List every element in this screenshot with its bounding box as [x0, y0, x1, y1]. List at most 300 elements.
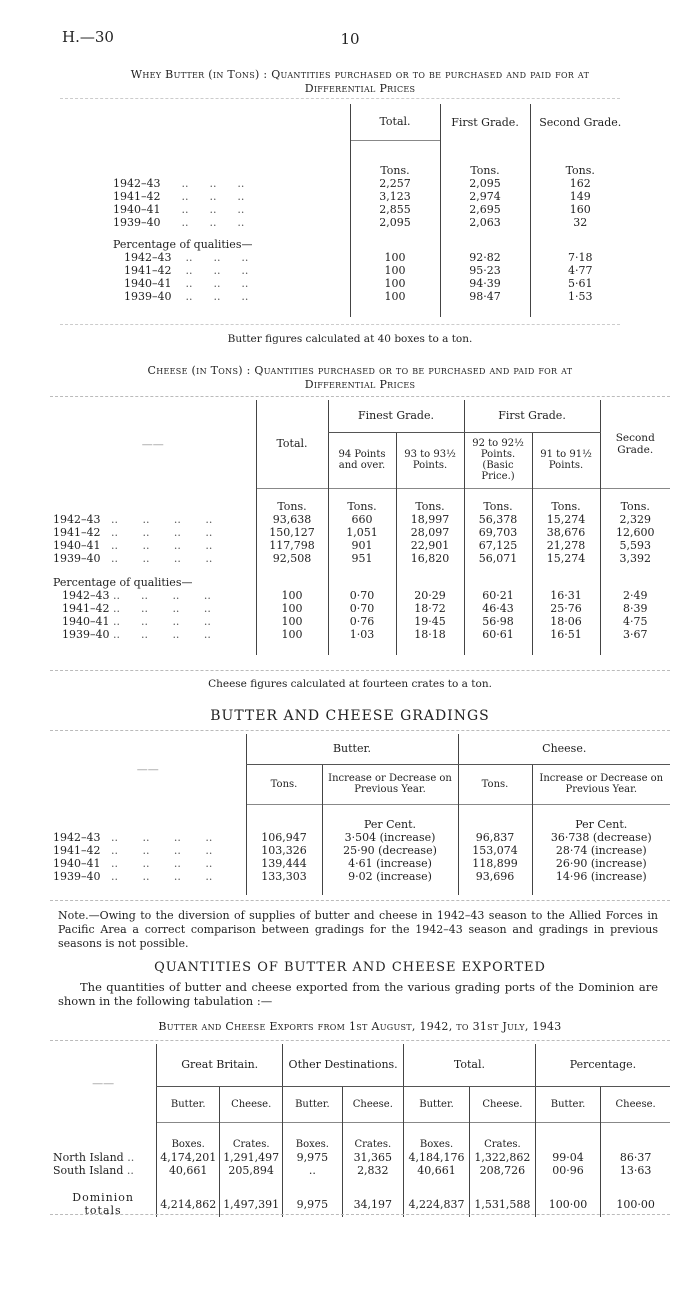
table-cell — [396, 565, 464, 589]
table-cell: 26·90 (increase) — [532, 857, 670, 870]
table-cell — [110, 303, 350, 317]
table-cell: 100 — [256, 589, 328, 602]
table-cell: Butter. — [535, 1086, 600, 1122]
table-row — [110, 277, 630, 290]
table-row — [50, 628, 670, 641]
col-second-grade: Second Grade. — [530, 104, 630, 140]
table-cell: 95·23 — [440, 264, 530, 277]
text: 1941–42 — [62, 602, 110, 615]
table-cell: 16·31 — [532, 589, 600, 602]
table-cell: 92·82 — [440, 251, 530, 264]
table-cell: 100 — [350, 264, 440, 277]
table-cell: 4,214,862 — [157, 1191, 220, 1217]
text: 1940–41 — [124, 277, 172, 290]
table-row — [50, 526, 670, 539]
unit: Tons. — [440, 164, 530, 177]
table-cell: 162 — [530, 177, 630, 190]
table-cell: 1,531,588 — [469, 1191, 535, 1217]
table-cell — [469, 1122, 535, 1138]
text: 1941–42 — [53, 844, 101, 857]
table-cell — [246, 804, 322, 818]
table-cell — [458, 818, 532, 831]
table-cell — [322, 804, 458, 818]
table-cell: 2,695 — [440, 203, 530, 216]
table-cell: 8·39 — [600, 602, 670, 615]
table-row — [50, 488, 670, 500]
table-cell — [110, 277, 350, 290]
table-row — [50, 1164, 670, 1177]
table-cell — [535, 1138, 600, 1151]
col-finest-grade: Finest Grade. — [328, 400, 464, 432]
text: .. .. .. — [175, 251, 249, 264]
gradings-note: Note.—Owing to the diversion of supplies of butter and cheese in 1942–43 season to the Allied Forces in Pacific Area a correct comparison between gradings for the 1942–43 season and gradings in previous seasons is not possible. — [58, 909, 658, 950]
text: South Island — [53, 1164, 124, 1177]
col-total: Total. — [256, 400, 328, 488]
whey-title-line1: Whey Butter (in Tons) : Quantities purchased or to be purchased and paid for at — [130, 68, 590, 81]
table-cell — [328, 488, 396, 500]
table-cell: 2,974 — [440, 190, 530, 203]
cheese-table — [50, 400, 670, 655]
table-cell: Crates. — [220, 1138, 283, 1151]
table-cell: 100·00 — [601, 1191, 670, 1217]
text: .. .. .. .. — [100, 857, 213, 870]
table-row-label — [110, 177, 350, 190]
table-cell: 21,278 — [532, 539, 600, 552]
table-cell: 19·45 — [396, 615, 464, 628]
table-cell: Tons. — [600, 500, 670, 513]
table-cell — [464, 565, 532, 589]
rule — [50, 1214, 670, 1215]
table-cell: 94·39 — [440, 277, 530, 290]
table-row — [50, 513, 670, 526]
table-cell: 660 — [328, 513, 396, 526]
table-cell — [50, 804, 246, 818]
table-cell — [283, 1177, 342, 1191]
table-cell — [600, 565, 670, 589]
text: .. .. .. — [175, 290, 249, 303]
col-second-grade: Second Grade. — [600, 400, 670, 488]
col-cheese: Cheese. — [458, 734, 670, 764]
whey-note: Butter figures calculated at 40 boxes to a ton. — [227, 333, 473, 345]
col-94-points: 94 Points and over. — [328, 432, 396, 488]
table-cell: 2,095 — [350, 216, 440, 229]
col-percentage: Percentage. — [535, 1044, 670, 1086]
table-cell: 92,508 — [256, 552, 328, 565]
table-cell — [530, 229, 630, 251]
table-cell: 4,174,201 — [157, 1151, 220, 1164]
table-cell — [110, 290, 350, 303]
table-cell: 32 — [530, 216, 630, 229]
text: 1941–42 — [124, 264, 172, 277]
rule — [60, 324, 620, 325]
table-cell — [256, 488, 328, 500]
table-cell — [50, 500, 256, 513]
table-cell: 28·74 (increase) — [532, 844, 670, 857]
exports-table — [50, 1044, 670, 1217]
table-cell — [464, 641, 532, 655]
col-great-britain: Great Britain. — [157, 1044, 283, 1086]
table-cell — [458, 804, 532, 818]
table-cell: 67,125 — [464, 539, 532, 552]
table-cell: 117,798 — [256, 539, 328, 552]
table-cell: 98·47 — [440, 290, 530, 303]
table-cell: 40,661 — [404, 1164, 470, 1177]
text: 1942–43 — [62, 589, 110, 602]
col-butter-change: Increase or Decrease on Previous Year. — [322, 764, 458, 804]
table-cell — [350, 140, 440, 164]
table-cell: 205,894 — [220, 1164, 283, 1177]
table-cell: Cheese. — [220, 1086, 283, 1122]
table-row — [110, 251, 630, 264]
rule — [50, 1040, 670, 1041]
cheese-title — [40, 364, 680, 392]
text: .. .. .. .. — [109, 628, 211, 641]
whey-table — [110, 104, 630, 317]
gradings-table — [50, 734, 670, 895]
table-cell: 15,274 — [532, 552, 600, 565]
table-row — [50, 539, 670, 552]
table-cell: 16·51 — [532, 628, 600, 641]
text: .. — [123, 1151, 135, 1164]
table-cell: Tons. — [464, 500, 532, 513]
table-cell — [246, 883, 322, 895]
table-cell: 12,600 — [600, 526, 670, 539]
table-row — [110, 190, 630, 203]
table-cell: 1,051 — [328, 526, 396, 539]
table-row — [50, 602, 670, 615]
table-cell — [458, 883, 532, 895]
table-cell: 9·02 (increase) — [322, 870, 458, 883]
table-cell: 2,329 — [600, 513, 670, 526]
table-row — [50, 1138, 670, 1151]
table-cell: Cheese. — [601, 1086, 670, 1122]
table-cell: 18·72 — [396, 602, 464, 615]
table-cell — [283, 1122, 342, 1138]
table-cell — [404, 1122, 470, 1138]
table-cell: 0·70 — [328, 602, 396, 615]
table-cell: Crates. — [342, 1138, 404, 1151]
table-cell — [157, 1122, 220, 1138]
cheese-note: Cheese figures calculated at fourteen crates to a ton. — [208, 678, 492, 690]
text: .. .. .. .. — [109, 602, 211, 615]
table-cell: 103,326 — [246, 844, 322, 857]
whey-title-line2: Differential Prices — [304, 82, 416, 95]
table-cell: 36·738 (decrease) — [532, 831, 670, 844]
table-cell — [50, 539, 256, 552]
table-row — [50, 818, 670, 831]
table-cell: 153,074 — [458, 844, 532, 857]
table-cell — [50, 488, 256, 500]
col-92-points: 92 to 92½ Points. (Basic Price.) — [464, 432, 532, 488]
table-cell — [50, 513, 256, 526]
table-cell: 1,322,862 — [469, 1151, 535, 1164]
table-cell — [440, 303, 530, 317]
table-cell: 106,947 — [246, 831, 322, 844]
col-cheese-change: Increase or Decrease on Previous Year. — [532, 764, 670, 804]
table-row-label — [110, 203, 350, 216]
table-cell: 20·29 — [396, 589, 464, 602]
text: .. .. .. — [175, 277, 249, 290]
exports-heading: QUANTITIES OF BUTTER AND CHEESE EXPORTED — [154, 960, 546, 975]
col-91-points: 91 to 91½ Points. — [532, 432, 600, 488]
rule — [50, 670, 670, 671]
table-row — [50, 844, 670, 857]
table-cell: Cheese. — [342, 1086, 404, 1122]
table-cell — [157, 1177, 220, 1191]
table-cell — [50, 628, 256, 641]
table-row — [50, 552, 670, 565]
table-cell — [328, 641, 396, 655]
table-cell: 28,097 — [396, 526, 464, 539]
table-cell — [50, 1164, 157, 1177]
table-cell: 1·03 — [328, 628, 396, 641]
col-butter: Butter. — [246, 734, 458, 764]
text: .. .. .. .. — [100, 539, 213, 552]
table-cell: Boxes. — [404, 1138, 470, 1151]
table-cell — [50, 1122, 157, 1138]
text: .. .. .. — [175, 264, 249, 277]
totals-label: Dominion totals — [72, 1191, 134, 1217]
table-cell: 1,497,391 — [220, 1191, 283, 1217]
table-cell: 00·96 — [535, 1164, 600, 1177]
table-cell — [322, 883, 458, 895]
text: .. .. .. — [164, 216, 245, 229]
table-cell — [532, 565, 600, 589]
rule — [50, 900, 670, 901]
table-row — [50, 1122, 670, 1138]
rule — [60, 98, 620, 99]
table-cell: 100 — [350, 277, 440, 290]
col-cheese-tons: Tons. — [458, 764, 532, 804]
table-row — [50, 831, 670, 844]
exports-paragraph: The quantities of butter and cheese exported from the various grading ports of the Dominion are shown in the following tabulation :— — [58, 980, 658, 1008]
table-cell — [50, 831, 246, 844]
col-first-grade: First Grade. — [440, 104, 530, 140]
table-cell — [342, 1122, 404, 1138]
table-row-label — [110, 190, 350, 203]
table-cell: 18·18 — [396, 628, 464, 641]
table-cell: 18·06 — [532, 615, 600, 628]
table-cell: Cheese. — [469, 1086, 535, 1122]
table-cell: —— — [136, 762, 159, 776]
table-cell: 149 — [530, 190, 630, 203]
table-cell: 4·77 — [530, 264, 630, 277]
text: .. .. .. .. — [100, 870, 213, 883]
rule — [50, 730, 670, 731]
table-row — [50, 1044, 670, 1086]
text: 1939–40 — [124, 290, 172, 303]
table-cell: —— — [92, 1076, 115, 1090]
table-cell — [328, 565, 396, 589]
gradings-heading: BUTTER AND CHEESE GRADINGS — [210, 708, 490, 724]
table-cell: 5,593 — [600, 539, 670, 552]
table-cell — [50, 1138, 157, 1151]
table-cell: 25·90 (decrease) — [322, 844, 458, 857]
rule — [50, 396, 670, 397]
text: .. .. .. — [164, 203, 245, 216]
table-cell: 34,197 — [342, 1191, 404, 1217]
table-cell: 100 — [256, 602, 328, 615]
table-row — [110, 104, 630, 140]
table-cell: Crates. — [469, 1138, 535, 1151]
table-cell: 2·49 — [600, 589, 670, 602]
cheese-title-line2: Differential Prices — [304, 378, 416, 391]
col-total: Total. — [404, 1044, 536, 1086]
table-cell: Tons. — [328, 500, 396, 513]
table-cell: Per Cent. — [532, 818, 670, 831]
table-cell: 100·00 — [535, 1191, 600, 1217]
table-cell: 31,365 — [342, 1151, 404, 1164]
text: .. .. .. .. — [109, 615, 211, 628]
table-cell: 15,274 — [532, 513, 600, 526]
table-cell: 3·504 (increase) — [322, 831, 458, 844]
text: 1942–43 — [53, 513, 101, 526]
table-cell: 0·70 — [328, 589, 396, 602]
table-row — [50, 500, 670, 513]
table-cell: 3,123 — [350, 190, 440, 203]
table-cell: 93,696 — [458, 870, 532, 883]
text: 1940–41 — [113, 203, 161, 216]
unit: Tons. — [530, 164, 630, 177]
col-93-points: 93 to 93½ Points. — [396, 432, 464, 488]
table-cell — [440, 229, 530, 251]
table-cell: 93,638 — [256, 513, 328, 526]
table-row — [110, 290, 630, 303]
pct-label: Percentage of qualities— — [113, 238, 253, 251]
text: 1939–40 — [113, 216, 161, 229]
unit: Tons. — [350, 164, 440, 177]
table-cell — [600, 641, 670, 655]
text: 1940–41 — [53, 539, 101, 552]
table-cell: 60·21 — [464, 589, 532, 602]
table-cell — [50, 589, 256, 602]
table-row — [50, 804, 670, 818]
table-cell — [110, 140, 350, 164]
text: .. .. .. .. — [100, 844, 213, 857]
table-cell: 56,071 — [464, 552, 532, 565]
text: .. .. .. .. — [100, 831, 213, 844]
table-cell: Boxes. — [157, 1138, 220, 1151]
text: North Island — [53, 1151, 124, 1164]
text: 1941–42 — [53, 526, 101, 539]
table-cell: 60·61 — [464, 628, 532, 641]
table-cell: Tons. — [532, 500, 600, 513]
table-row — [50, 1177, 670, 1191]
cheese-title-line1: Cheese (in Tons) : Quantities purchased or to be purchased and paid for at — [147, 364, 573, 377]
table-cell: Butter. — [157, 1086, 220, 1122]
table-cell: 0·76 — [328, 615, 396, 628]
table-cell — [532, 883, 670, 895]
text: .. .. .. .. — [109, 589, 211, 602]
table-cell — [50, 883, 246, 895]
table-cell: 14·96 (increase) — [532, 870, 670, 883]
table-cell — [350, 229, 440, 251]
table-cell — [532, 488, 600, 500]
text: 1942–43 — [53, 831, 101, 844]
text: 1939–40 — [53, 552, 101, 565]
table-cell: 1,291,497 — [220, 1151, 283, 1164]
table-row — [110, 164, 630, 177]
col-total: Total. — [350, 104, 440, 140]
table-cell: 16,820 — [396, 552, 464, 565]
table-row — [50, 565, 670, 589]
table-cell: 38,676 — [532, 526, 600, 539]
table-row-label — [110, 216, 350, 229]
table-cell — [601, 1122, 670, 1138]
table-cell: 118,899 — [458, 857, 532, 870]
table-cell: 100 — [256, 628, 328, 641]
table-cell — [246, 818, 322, 831]
table-cell: Tons. — [256, 500, 328, 513]
table-cell — [50, 602, 256, 615]
table-cell: 951 — [328, 552, 396, 565]
table-row — [50, 870, 670, 883]
table-cell — [50, 526, 256, 539]
pct-label: Percentage of qualities— — [53, 576, 193, 589]
table-cell: 86·37 — [601, 1151, 670, 1164]
table-cell: 4,224,837 — [404, 1191, 470, 1217]
table-cell: 2,257 — [350, 177, 440, 190]
table-cell: 1·53 — [530, 290, 630, 303]
table-cell — [535, 1122, 600, 1138]
table-cell — [50, 818, 246, 831]
table-row — [50, 883, 670, 895]
table-cell: 2,855 — [350, 203, 440, 216]
table-cell — [50, 641, 256, 655]
table-cell — [50, 552, 256, 565]
text: 1939–40 — [62, 628, 110, 641]
table-cell — [50, 1151, 157, 1164]
col-first-grade: First Grade. — [464, 400, 600, 432]
table-cell: Butter. — [283, 1086, 342, 1122]
table-cell — [601, 1138, 670, 1151]
table-cell — [256, 565, 328, 589]
table-cell: 901 — [328, 539, 396, 552]
exports-table-title: Butter and Cheese Exports from 1st August, 1942, to 31st July, 1943 — [158, 1020, 562, 1033]
table-row — [50, 589, 670, 602]
table-cell — [350, 303, 440, 317]
table-cell — [256, 641, 328, 655]
text: .. .. .. .. — [100, 552, 213, 565]
text: .. — [123, 1164, 134, 1177]
table-cell: 46·43 — [464, 602, 532, 615]
text: .. .. .. .. — [100, 513, 213, 526]
text: .. .. .. .. — [100, 526, 213, 539]
table-cell: 5·61 — [530, 277, 630, 290]
table-cell — [396, 641, 464, 655]
text: 1942–43 — [124, 251, 172, 264]
text: .. .. .. — [164, 177, 245, 190]
table-cell: 7·18 — [530, 251, 630, 264]
table-cell — [469, 1177, 535, 1191]
table-cell: 150,127 — [256, 526, 328, 539]
table-row — [50, 857, 670, 870]
text: 1940–41 — [62, 615, 110, 628]
table-cell: Butter. — [404, 1086, 470, 1122]
table-cell — [530, 140, 630, 164]
table-cell — [50, 870, 246, 883]
table-cell — [220, 1122, 283, 1138]
table-cell: 3·67 — [600, 628, 670, 641]
table-cell — [50, 844, 246, 857]
table-cell — [396, 488, 464, 500]
table-cell: 160 — [530, 203, 630, 216]
table-row — [110, 303, 630, 317]
table-cell: 56,378 — [464, 513, 532, 526]
table-cell: 2,095 — [440, 177, 530, 190]
table-cell: 3,392 — [600, 552, 670, 565]
table-cell: 2,063 — [440, 216, 530, 229]
